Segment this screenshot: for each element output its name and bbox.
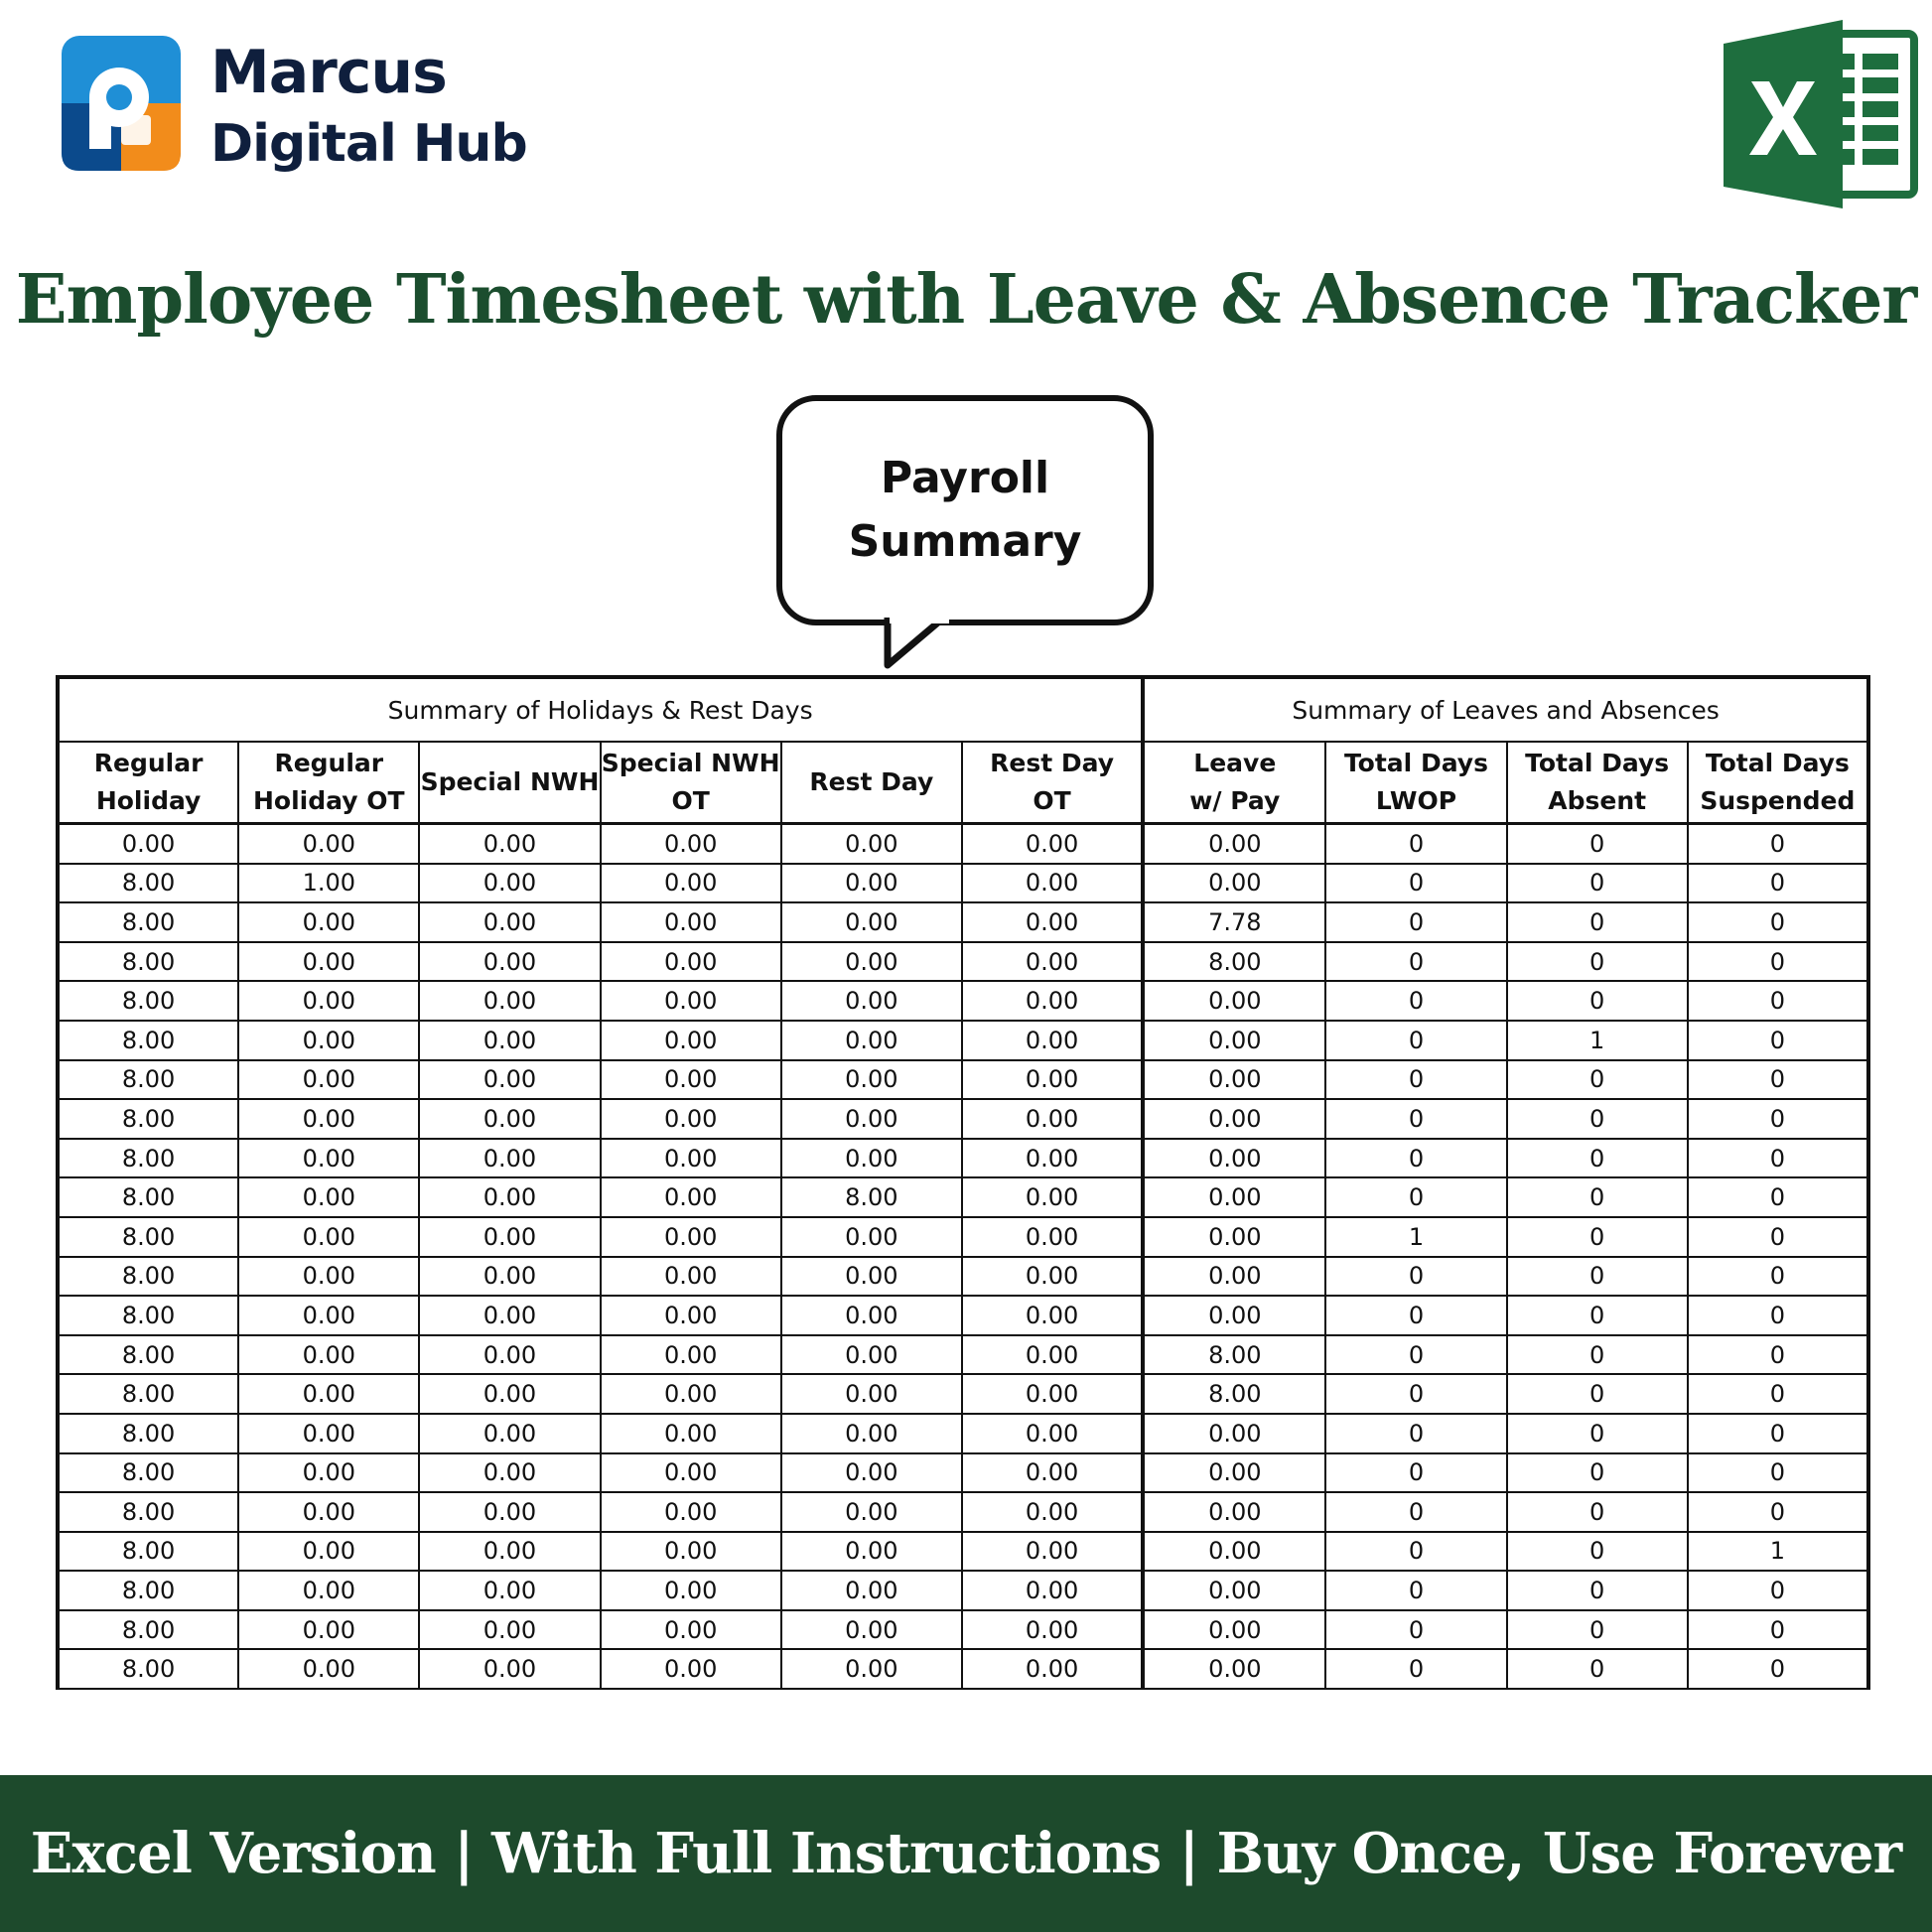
column-header-line: Rest Day (809, 767, 934, 796)
table-cell: 0.00 (601, 1649, 781, 1689)
table-cell: 0 (1507, 1335, 1688, 1375)
table-cell: 0 (1325, 902, 1506, 942)
table-cell: 0 (1325, 1571, 1506, 1610)
table-cell: 8.00 (58, 1257, 238, 1297)
column-header-line: Absent (1548, 786, 1647, 815)
table-cell: 0.00 (1143, 864, 1325, 903)
table-cell: 0.00 (1143, 1610, 1325, 1650)
table-cell: 8.00 (58, 1453, 238, 1493)
table-row (58, 1335, 1868, 1375)
table-cell: 0.00 (1143, 1257, 1325, 1297)
table-cell: 0.00 (601, 1177, 781, 1217)
table-cell: 0.00 (781, 1571, 962, 1610)
table-cell: 0 (1325, 1335, 1506, 1375)
table-cell: 0 (1688, 1296, 1868, 1335)
table-cell: 0 (1325, 1060, 1506, 1100)
table-cell: 0 (1688, 1374, 1868, 1414)
table-cell: 0 (1688, 1217, 1868, 1257)
table-row (58, 1177, 1868, 1217)
table-cell: 0.00 (1143, 1414, 1325, 1453)
table-cell: 0.00 (419, 1492, 600, 1532)
table-cell: 0.00 (601, 1257, 781, 1297)
table-cell: 0 (1325, 1610, 1506, 1650)
column-header-row (58, 742, 1868, 824)
table-cell: 0.00 (962, 1296, 1143, 1335)
table-cell: 0.00 (238, 1060, 419, 1100)
table-cell: 0 (1325, 1099, 1506, 1139)
table-cell: 0.00 (419, 1414, 600, 1453)
table-cell: 0 (1325, 1021, 1506, 1060)
table-cell: 0.00 (1143, 1060, 1325, 1100)
table-row (58, 1610, 1868, 1650)
table-row (58, 981, 1868, 1021)
table-cell: 8.00 (58, 1099, 238, 1139)
table-cell: 0 (1507, 1610, 1688, 1650)
table-cell: 0.00 (962, 1571, 1143, 1610)
table-cell: 8.00 (1143, 1374, 1325, 1414)
table-cell: 0.00 (238, 1532, 419, 1572)
table-cell: 0 (1507, 1453, 1688, 1493)
table-cell: 0 (1507, 864, 1688, 903)
table-cell: 8.00 (58, 942, 238, 982)
table-cell: 0 (1507, 1099, 1688, 1139)
column-header (1325, 742, 1506, 824)
table-cell: 0 (1688, 824, 1868, 864)
column-header-line: OT (1033, 786, 1071, 815)
column-header-line: Special NWH (420, 767, 600, 796)
table-cell: 8.00 (58, 1610, 238, 1650)
table-cell: 0.00 (419, 1021, 600, 1060)
column-header-line: w/ Pay (1189, 786, 1281, 815)
table-cell: 0.00 (781, 1217, 962, 1257)
payroll-summary-callout (776, 395, 1154, 625)
table-cell: 8.00 (58, 1414, 238, 1453)
table-cell: 0 (1688, 1099, 1868, 1139)
callout-line-1: Payroll (880, 453, 1050, 503)
table-cell: 0.00 (419, 1257, 600, 1297)
table-cell: 8.00 (781, 1177, 962, 1217)
callout-tail-icon (874, 616, 953, 671)
table-row (58, 1532, 1868, 1572)
column-header-line: Regular (274, 749, 384, 777)
table-row (58, 1021, 1868, 1060)
group-header-row (58, 677, 1868, 742)
group-header-leaves: Summary of Leaves and Absences (1143, 677, 1868, 742)
table-cell: 0.00 (781, 981, 962, 1021)
table-cell: 0 (1507, 1532, 1688, 1572)
callout-line-2: Summary (848, 516, 1082, 567)
table-cell: 0 (1325, 1414, 1506, 1453)
table-cell: 0.00 (781, 864, 962, 903)
table-cell: 0.00 (238, 942, 419, 982)
table-cell: 8.00 (58, 1374, 238, 1414)
table-cell: 0.00 (781, 1414, 962, 1453)
table-cell: 0.00 (1143, 981, 1325, 1021)
table-body (58, 824, 1868, 1690)
table-cell: 0 (1688, 1492, 1868, 1532)
table-cell: 0.00 (781, 1532, 962, 1572)
table-cell: 0.00 (962, 824, 1143, 864)
table-cell: 0.00 (601, 1021, 781, 1060)
table-cell: 0 (1688, 942, 1868, 982)
table-cell: 0 (1325, 864, 1506, 903)
column-header-line: LWOP (1375, 786, 1457, 815)
table-cell: 0.00 (601, 1610, 781, 1650)
column-header-line: Total Days (1343, 749, 1488, 777)
table-row (58, 1453, 1868, 1493)
table-cell: 0 (1688, 1060, 1868, 1100)
table-cell: 0.00 (419, 981, 600, 1021)
table-cell: 8.00 (1143, 1335, 1325, 1375)
table-cell: 0.00 (962, 981, 1143, 1021)
table-cell: 0 (1325, 1296, 1506, 1335)
table-cell: 0.00 (962, 1414, 1143, 1453)
table-cell: 0.00 (781, 902, 962, 942)
table-cell: 8.00 (58, 1177, 238, 1217)
table-cell: 0.00 (1143, 1453, 1325, 1493)
table-cell: 0 (1688, 1335, 1868, 1375)
table-cell: 0.00 (781, 1060, 962, 1100)
table-cell: 0.00 (781, 824, 962, 864)
column-header (781, 742, 962, 824)
table-cell: 0.00 (601, 1571, 781, 1610)
page-title: Employee Timesheet with Leave & Absence Tracker (15, 260, 1917, 340)
table-cell: 0.00 (419, 1217, 600, 1257)
table-row (58, 864, 1868, 903)
table-cell: 0 (1688, 1610, 1868, 1650)
column-header-line: Suspended (1700, 786, 1856, 815)
table-cell: 0 (1507, 1177, 1688, 1217)
table-cell: 8.00 (58, 902, 238, 942)
table-cell: 8.00 (58, 1060, 238, 1100)
table-cell: 8.00 (58, 981, 238, 1021)
table-cell: 0.00 (962, 942, 1143, 982)
table-row (58, 1296, 1868, 1335)
table-cell: 0.00 (601, 1099, 781, 1139)
table-cell: 0.00 (1143, 1296, 1325, 1335)
column-header (962, 742, 1143, 824)
table-cell: 0.00 (238, 824, 419, 864)
table-cell: 0.00 (962, 1335, 1143, 1375)
table-row (58, 824, 1868, 864)
table-cell: 0 (1507, 1374, 1688, 1414)
table-row (58, 942, 1868, 982)
table-cell: 0 (1325, 981, 1506, 1021)
table-cell: 0.00 (781, 1374, 962, 1414)
table-cell: 7.78 (1143, 902, 1325, 942)
table-cell: 0 (1325, 824, 1506, 864)
table-cell: 0 (1507, 1060, 1688, 1100)
table-cell: 0.00 (238, 1453, 419, 1493)
table-cell: 1 (1325, 1217, 1506, 1257)
table-cell: 0 (1325, 1374, 1506, 1414)
table-cell: 0 (1688, 902, 1868, 942)
table-cell: 0.00 (238, 1257, 419, 1297)
table-cell: 0.00 (419, 1532, 600, 1572)
table-cell: 0.00 (238, 1139, 419, 1178)
table-cell: 0.00 (1143, 1492, 1325, 1532)
table-cell: 0.00 (238, 1335, 419, 1375)
table-cell: 0 (1507, 1571, 1688, 1610)
table-cell: 0 (1507, 1257, 1688, 1297)
table-cell: 0 (1688, 1414, 1868, 1453)
table-cell: 1 (1507, 1021, 1688, 1060)
table-cell: 0.00 (781, 942, 962, 982)
table-cell: 0 (1688, 1177, 1868, 1217)
table-cell: 0.00 (962, 1649, 1143, 1689)
table-cell: 0.00 (781, 1492, 962, 1532)
column-header-line: Holiday OT (253, 786, 405, 815)
table-cell: 0 (1507, 1414, 1688, 1453)
table-cell: 0 (1507, 1649, 1688, 1689)
table-cell: 0.00 (1143, 1021, 1325, 1060)
table-cell: 0.00 (781, 1610, 962, 1650)
column-header (238, 742, 419, 824)
table-row (58, 1649, 1868, 1689)
table-cell: 0 (1688, 1571, 1868, 1610)
table-cell: 0 (1325, 1139, 1506, 1178)
table-cell: 8.00 (58, 1649, 238, 1689)
table-cell: 0.00 (419, 824, 600, 864)
table-cell: 8.00 (58, 1139, 238, 1178)
table-cell: 0.00 (1143, 1099, 1325, 1139)
table-cell: 0.00 (1143, 1571, 1325, 1610)
table-row (58, 1492, 1868, 1532)
table-row (58, 1571, 1868, 1610)
table-cell: 0.00 (781, 1139, 962, 1178)
table-cell: 0 (1325, 1257, 1506, 1297)
table-cell: 0.00 (419, 1374, 600, 1414)
table-cell: 0.00 (601, 942, 781, 982)
table-cell: 0.00 (601, 1532, 781, 1572)
column-header-line: Total Days (1525, 749, 1670, 777)
table-cell: 0 (1325, 1177, 1506, 1217)
payroll-summary-table (56, 675, 1872, 1684)
table-cell: 0.00 (419, 1571, 600, 1610)
table-cell: 0 (1325, 1492, 1506, 1532)
table-cell: 0.00 (1143, 1532, 1325, 1572)
table-cell: 0.00 (238, 1492, 419, 1532)
table-cell: 0.00 (238, 902, 419, 942)
table-cell: 0.00 (781, 1296, 962, 1335)
table-cell: 0.00 (1143, 1139, 1325, 1178)
table-cell: 0.00 (962, 864, 1143, 903)
table-cell: 0.00 (962, 1453, 1143, 1493)
table-cell: 0.00 (1143, 1217, 1325, 1257)
column-header-line: Total Days (1705, 749, 1850, 777)
table-cell: 0.00 (962, 902, 1143, 942)
table-row (58, 1060, 1868, 1100)
table-cell: 0 (1507, 902, 1688, 942)
table-cell: 0.00 (238, 1649, 419, 1689)
table-cell: 0.00 (238, 1021, 419, 1060)
table-cell: 0.00 (601, 1296, 781, 1335)
table-cell: 0.00 (419, 1453, 600, 1493)
footer-text: Excel Version | With Full Instructions | Buy Once, Use Forever (30, 1821, 1902, 1886)
table-cell: 0.00 (601, 1453, 781, 1493)
table-row (58, 1139, 1868, 1178)
table-cell: 0.00 (419, 1177, 600, 1217)
table-cell: 0 (1688, 1139, 1868, 1178)
table-cell: 8.00 (58, 1021, 238, 1060)
column-header-line: Special NWH (601, 749, 780, 777)
table-cell: 0.00 (601, 1374, 781, 1414)
brand-name (210, 36, 527, 179)
group-header-holidays: Summary of Holidays & Rest Days (58, 677, 1143, 742)
table-cell: 0.00 (238, 981, 419, 1021)
column-header (1688, 742, 1868, 824)
table-cell: 0 (1507, 1296, 1688, 1335)
table-cell: 0.00 (962, 1217, 1143, 1257)
table-cell: 1.00 (238, 864, 419, 903)
table-cell: 0.00 (58, 824, 238, 864)
table-cell: 0.00 (238, 1571, 419, 1610)
table-cell: 0 (1325, 1453, 1506, 1493)
table-cell: 0.00 (419, 1649, 600, 1689)
table-cell: 0 (1688, 981, 1868, 1021)
table-cell: 0.00 (601, 864, 781, 903)
table-row (58, 1217, 1868, 1257)
table-cell: 8.00 (58, 1335, 238, 1375)
table-cell: 0.00 (238, 1217, 419, 1257)
table-cell: 0.00 (781, 1099, 962, 1139)
table-cell: 0.00 (601, 1492, 781, 1532)
table-cell: 0 (1325, 1649, 1506, 1689)
table-cell: 0.00 (238, 1099, 419, 1139)
table-cell: 0.00 (1143, 824, 1325, 864)
table-cell: 0.00 (601, 1217, 781, 1257)
table-cell: 0 (1325, 942, 1506, 982)
table-cell: 0.00 (962, 1060, 1143, 1100)
table-cell: 0.00 (962, 1532, 1143, 1572)
table-cell: 0 (1507, 942, 1688, 982)
table-cell: 0.00 (601, 1139, 781, 1178)
table-cell: 0.00 (419, 1296, 600, 1335)
table-cell: 0.00 (781, 1021, 962, 1060)
table-cell: 8.00 (58, 1571, 238, 1610)
table-cell: 0.00 (238, 1296, 419, 1335)
table-cell: 0 (1688, 1021, 1868, 1060)
table-cell: 8.00 (58, 1296, 238, 1335)
table-cell: 0.00 (419, 942, 600, 982)
table-cell: 0.00 (419, 1610, 600, 1650)
column-header (601, 742, 781, 824)
table-cell: 0 (1507, 1217, 1688, 1257)
table-cell: 0.00 (1143, 1649, 1325, 1689)
table-cell: 0.00 (962, 1177, 1143, 1217)
table-cell: 0.00 (238, 1374, 419, 1414)
table-cell: 0.00 (238, 1177, 419, 1217)
table-cell: 0.00 (962, 1610, 1143, 1650)
table-cell: 0.00 (601, 1060, 781, 1100)
table-cell: 0 (1688, 864, 1868, 903)
table-cell: 0 (1325, 1532, 1506, 1572)
table-cell: 0.00 (601, 981, 781, 1021)
table-cell: 0.00 (781, 1649, 962, 1689)
table-cell: 0.00 (962, 1139, 1143, 1178)
table-cell: 0.00 (419, 902, 600, 942)
table-cell: 0 (1507, 824, 1688, 864)
table-cell: 0.00 (962, 1374, 1143, 1414)
table-cell: 0.00 (601, 1335, 781, 1375)
table-cell: 0 (1688, 1453, 1868, 1493)
table-cell: 0 (1507, 1139, 1688, 1178)
table-cell: 0 (1507, 981, 1688, 1021)
table-row (58, 1257, 1868, 1297)
table-cell: 0.00 (601, 1414, 781, 1453)
column-header-line: OT (671, 786, 710, 815)
brand-line-1: Marcus (210, 38, 447, 107)
table-cell: 0.00 (419, 864, 600, 903)
marcus-digital-hub-logo-icon (62, 36, 181, 171)
table-row (58, 902, 1868, 942)
table-cell: 0 (1688, 1649, 1868, 1689)
table-cell: 0 (1688, 1257, 1868, 1297)
table-cell: 8.00 (58, 1492, 238, 1532)
table-cell: 0.00 (601, 902, 781, 942)
table-cell: 0.00 (962, 1021, 1143, 1060)
column-header-line: Rest Day (990, 749, 1115, 777)
column-header (419, 742, 600, 824)
table-row (58, 1099, 1868, 1139)
column-header (1507, 742, 1688, 824)
table-cell: 0.00 (781, 1257, 962, 1297)
excel-icon (1722, 20, 1916, 208)
table-cell: 0.00 (238, 1610, 419, 1650)
table-cell: 8.00 (1143, 942, 1325, 982)
table-cell: 1 (1688, 1532, 1868, 1572)
table-cell: 0.00 (238, 1414, 419, 1453)
table-cell: 8.00 (58, 1217, 238, 1257)
column-header-line: Regular (93, 749, 204, 777)
table-row (58, 1374, 1868, 1414)
table-cell: 0.00 (419, 1335, 600, 1375)
brand-line-2: Digital Hub (210, 114, 527, 174)
column-header (1143, 742, 1325, 824)
table-cell: 0.00 (601, 824, 781, 864)
table-cell: 0.00 (962, 1492, 1143, 1532)
column-header-line: Holiday (95, 786, 202, 815)
table-cell: 8.00 (58, 864, 238, 903)
table-cell: 0.00 (419, 1139, 600, 1178)
table-cell: 0.00 (962, 1099, 1143, 1139)
footer-banner (0, 1775, 1932, 1932)
table-cell: 0.00 (962, 1257, 1143, 1297)
table-cell: 0.00 (419, 1060, 600, 1100)
column-header (58, 742, 238, 824)
table-cell: 0 (1507, 1492, 1688, 1532)
column-header-line: Leave (1193, 749, 1277, 777)
table-cell: 0.00 (781, 1453, 962, 1493)
table-cell: 0.00 (419, 1099, 600, 1139)
table-row (58, 1414, 1868, 1453)
table-cell: 8.00 (58, 1532, 238, 1572)
table-cell: 0.00 (781, 1335, 962, 1375)
table-cell: 0.00 (1143, 1177, 1325, 1217)
